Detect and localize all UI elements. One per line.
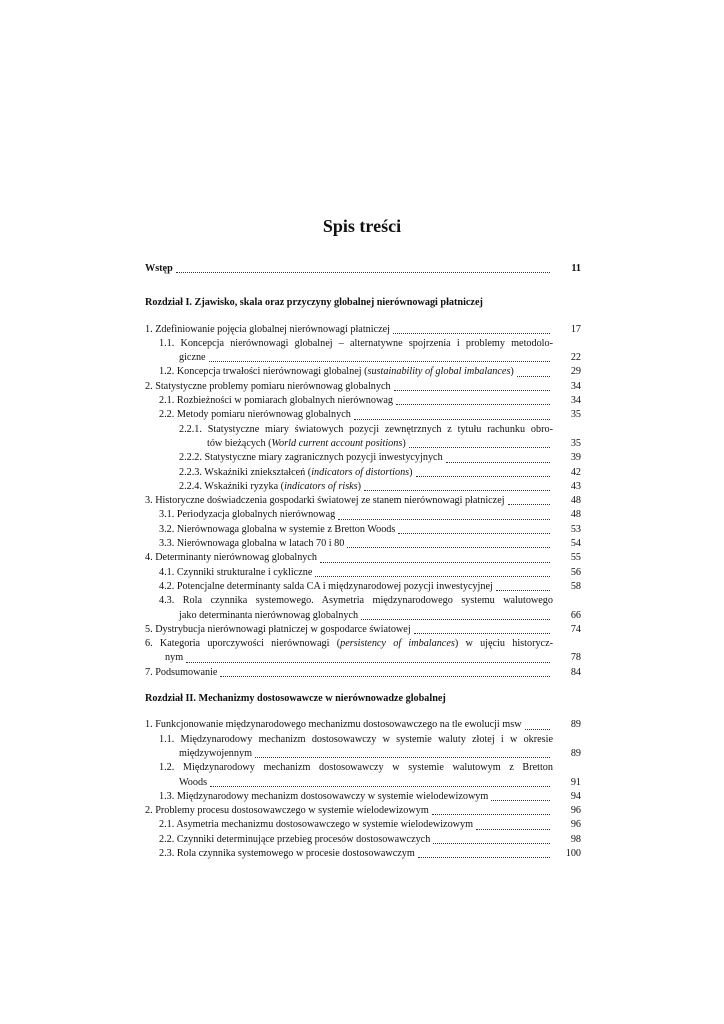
toc-entry-line (145, 804, 553, 818)
toc-entry-title: 3.1. Periodyzacja globalnych nierównowag (159, 509, 336, 521)
page-number: 53 (570, 523, 581, 535)
toc-entry-title: giczne (179, 352, 206, 364)
leader-dots (220, 676, 550, 677)
toc-entry-line (159, 833, 553, 847)
page-number: 66 (570, 609, 581, 621)
toc-entry-line: 4.3. Rola czynnika systemowego. Asymetria międzynarodowego systemu walutowego (159, 595, 553, 607)
page-number: 58 (570, 580, 581, 592)
leader-dots (209, 361, 550, 362)
leader-dots (432, 814, 550, 815)
leader-dots (414, 633, 550, 634)
page-number: 39 (570, 452, 581, 464)
toc-entry-line (159, 351, 553, 365)
toc-entry-line (159, 508, 553, 522)
leader-dots (525, 729, 550, 730)
page-number: 96 (570, 819, 581, 831)
toc-entry-title: 5. Dystrybucja nierównowagi płatniczej w gospodarce światowej (145, 623, 411, 635)
toc-entry-title: 2.3. Rola czynnika systemowego w procesie dostosowawczym (159, 847, 415, 859)
toc-entry[interactable] (145, 494, 581, 508)
toc-entry[interactable] (145, 733, 581, 762)
page-number: 22 (570, 352, 581, 364)
toc-entry-line (179, 437, 553, 451)
page-number: 42 (570, 466, 581, 478)
leader-dots (396, 404, 550, 405)
toc-entry-title: 1.3. Międzynarodowy mechanizm dostosowawczy w systemie wielodewizowym (159, 790, 489, 802)
toc-entry[interactable] (145, 637, 581, 666)
leader-dots (394, 390, 550, 391)
leader-dots (176, 272, 550, 273)
toc-entry-line (145, 551, 553, 565)
page-number: 91 (570, 776, 581, 788)
page-number: 48 (570, 495, 581, 507)
toc-entry[interactable] (145, 423, 581, 452)
leader-dots (418, 857, 550, 858)
toc-entry-line (145, 262, 553, 276)
page-number: 96 (570, 805, 581, 817)
toc-entry-line (159, 818, 553, 832)
toc-entry-title: 4.2. Potencjalne determinanty salda CA i międzynarodowej pozycji inwestycyjnej (159, 580, 493, 592)
toc-entry-title: 1. Zdefiniowanie pojęcia globalnej nierównowagi płatniczej (145, 323, 390, 335)
page-number: 74 (570, 623, 581, 635)
toc-entry[interactable] (145, 623, 581, 637)
toc-entry-title: 2.2.3. Wskaźniki zniekształceń (indicators of distortions) (179, 466, 413, 478)
toc-entry[interactable] (145, 466, 581, 480)
toc-entry-line (159, 847, 553, 861)
page-number: 84 (570, 666, 581, 678)
toc-entry-title: tów bieżących (World current account positions) (207, 437, 406, 449)
toc-entry-title: Wstęp (145, 263, 173, 274)
toc-entry-line (159, 566, 553, 580)
toc-entry-title: 2. Problemy procesu dostosowawczego w systemie wielodewizowym (145, 805, 429, 817)
toc-entry[interactable] (145, 833, 581, 847)
toc-entry[interactable] (145, 537, 581, 551)
toc-entry-line: 1.2. Międzynarodowy mechanizm dostosowawczy w systemie walutowym z Bretton (159, 762, 553, 774)
toc-entry-title: międzywojennym (179, 747, 252, 759)
leader-dots (347, 547, 550, 548)
leader-dots (320, 562, 550, 563)
toc-entry[interactable] (145, 508, 581, 522)
toc-entry-line (159, 523, 553, 537)
page-number: 48 (570, 509, 581, 521)
page-number: 43 (570, 480, 581, 492)
toc-entry-line (179, 480, 553, 494)
page-number: 100 (565, 847, 581, 859)
leader-dots (364, 490, 550, 491)
toc-entry[interactable] (145, 394, 581, 408)
toc-entry-line (179, 451, 553, 465)
page-number: 35 (570, 409, 581, 421)
leader-dots (338, 519, 550, 520)
toc-entry-line (159, 580, 553, 594)
leader-dots (186, 662, 550, 663)
toc-entry-title: 2.1. Asymetria mechanizmu dostosowawczego w systemie wielodewizowym (159, 819, 474, 831)
toc-entry[interactable] (145, 523, 581, 537)
toc-entry-title: 1. Funkcjonowanie międzynarodowego mechanizmu dostosowawczego na tle ewolucji msw (145, 719, 522, 731)
page-number: 56 (570, 566, 581, 578)
toc-entry-line (145, 718, 553, 732)
toc-entry-line (145, 651, 553, 665)
toc-entry-line (145, 623, 553, 637)
leader-dots (433, 843, 550, 844)
page-number: 89 (570, 719, 581, 731)
toc-entry-line (159, 747, 553, 761)
toc-entry[interactable] (145, 566, 581, 580)
chapter-heading: Rozdział I. Zjawisko, skala oraz przyczyny globalnej nierównowagi płatniczej (145, 297, 483, 309)
page-number: 29 (570, 366, 581, 378)
page-number: 11 (571, 263, 581, 274)
toc-entry[interactable] (145, 761, 581, 790)
leader-dots (210, 786, 550, 787)
toc-entry[interactable] (145, 580, 581, 594)
toc-entry-line (159, 365, 553, 379)
leader-dots (361, 619, 550, 620)
toc-entry[interactable] (145, 804, 581, 818)
toc-entry-line: 1.1. Międzynarodowy mechanizm dostosowawczy w systemie waluty złotej i w okresie (159, 733, 553, 745)
toc-entry[interactable] (145, 718, 581, 732)
toc-entry-title: 7. Podsumowanie (145, 666, 218, 678)
toc-entry-title: Woods (179, 776, 208, 788)
toc-entry-title: 2.1. Rozbieżności w pomiarach globalnych nierównowag (159, 395, 393, 407)
leader-dots (393, 333, 550, 334)
toc-entry-title: jako determinanta nierównowag globalnych (179, 609, 359, 621)
page-number: 98 (570, 833, 581, 845)
leader-dots (446, 462, 550, 463)
toc-entry-line: 1.1. Koncepcja nierównowagi globalnej – alternatywne spojrzenia i problemy metodolo- (159, 337, 553, 349)
toc-entry-title: 2.2. Metody pomiaru nierównowag globalnych (159, 409, 351, 421)
toc-entry-line (159, 537, 553, 551)
leader-dots (476, 829, 550, 830)
toc-entry[interactable] (145, 847, 581, 861)
leader-dots (517, 376, 550, 377)
toc-entry-title: 1.2. Koncepcja trwałości nierównowagi globalnej (sustainability of global imbalances) (159, 366, 514, 378)
toc-entry[interactable] (145, 380, 581, 394)
toc-entry-line (159, 776, 553, 790)
page-number: 34 (570, 380, 581, 392)
toc-entry[interactable] (145, 262, 581, 276)
toc-entry-title: 3.2. Nierównowaga globalna w systemie z Bretton Woods (159, 523, 396, 535)
toc-entry-line (159, 394, 553, 408)
toc-entry[interactable] (145, 451, 581, 465)
toc-entry-line (159, 609, 553, 623)
leader-dots (255, 757, 550, 758)
toc-entry-line (145, 323, 553, 337)
page-number: 78 (570, 652, 581, 664)
leader-dots (354, 419, 550, 420)
toc-entry[interactable] (145, 790, 581, 804)
chapter-heading: Rozdział II. Mechanizmy dostosowawcze w nierównowadze globalnej (145, 693, 446, 705)
page-number: 55 (570, 552, 581, 564)
toc-entry-line (145, 666, 553, 680)
toc-entry[interactable] (145, 365, 581, 379)
toc-entry-title: 4.1. Czynniki strukturalne i cykliczne (159, 566, 313, 578)
toc-entry-title: 4. Determinanty nierównowag globalnych (145, 552, 318, 564)
leader-dots (398, 533, 550, 534)
toc-entry[interactable] (145, 323, 581, 337)
table-of-contents (145, 262, 581, 861)
toc-entry-line (159, 790, 553, 804)
toc-entry[interactable] (145, 408, 581, 422)
toc-entry-title: 2.2.4. Wskaźniki ryzyka (indicators of risks) (179, 480, 362, 492)
toc-entry[interactable] (145, 666, 581, 680)
page-title: Spis treści (322, 216, 402, 236)
page-number: 34 (570, 395, 581, 407)
toc-entry[interactable] (145, 818, 581, 832)
toc-entry[interactable] (145, 594, 581, 623)
leader-dots (496, 590, 550, 591)
toc-entry-line (179, 466, 553, 480)
toc-entry-line: 6. Kategoria uporczywości nierównowagi (persistency of imbalances) w ujęciu historycz- (145, 638, 553, 650)
toc-entry-title: 3. Historyczne doświadczenia gospodarki światowej ze stanem nierównowagi płatniczej (145, 495, 505, 507)
page-number: 89 (570, 747, 581, 759)
page-number: 54 (570, 538, 581, 550)
leader-dots (491, 800, 550, 801)
page-number: 35 (570, 437, 581, 449)
leader-dots (409, 447, 550, 448)
toc-entry-line (145, 494, 553, 508)
page-number: 17 (570, 323, 581, 335)
toc-entry-title: nym (165, 652, 184, 664)
toc-entry[interactable] (145, 337, 581, 366)
leader-dots (315, 576, 550, 577)
leader-dots (508, 504, 550, 505)
leader-dots (416, 476, 550, 477)
toc-entry[interactable] (145, 551, 581, 565)
toc-entry-title: 2. Statystyczne problemy pomiaru nierównowag globalnych (145, 380, 391, 392)
toc-entry-line (159, 408, 553, 422)
toc-entry-line (145, 380, 553, 394)
toc-entry[interactable] (145, 480, 581, 494)
page-number: 94 (570, 790, 581, 802)
toc-entry-line: 2.2.1. Statystyczne miary światowych pozycji zewnętrznych z tytułu rachunku obro- (179, 423, 553, 435)
toc-entry-title: 2.2. Czynniki determinujące przebieg procesów dostosowawczych (159, 833, 431, 845)
toc-entry-title: 3.3. Nierównowaga globalna w latach 70 i 80 (159, 538, 345, 550)
toc-entry-title: 2.2.2. Statystyczne miary zagranicznych pozycji inwestycyjnych (179, 452, 443, 464)
